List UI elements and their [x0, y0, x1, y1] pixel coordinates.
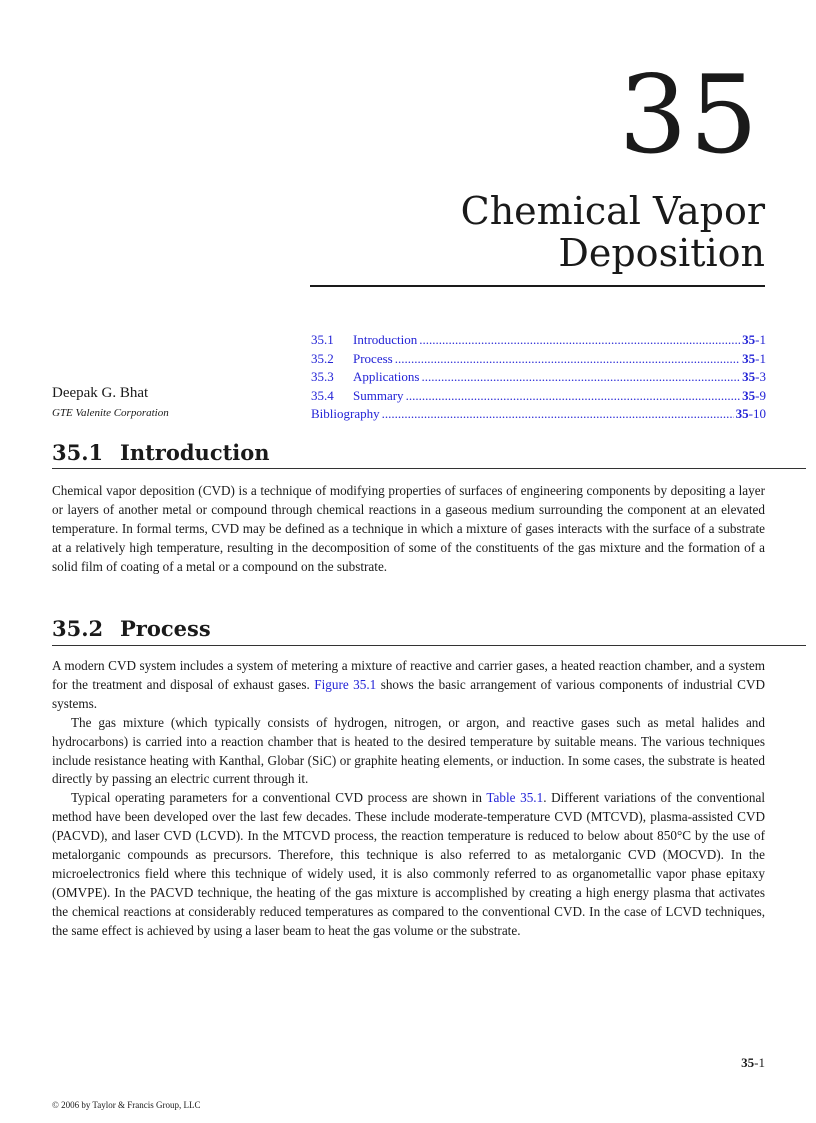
chapter-title	[461, 190, 765, 274]
paragraph: Chemical vapor deposition (CVD) is a technique of modifying properties of surfaces of engineering components by depositing a layer or layers of another metal or compound through chemical reactions in a gaseous medium surrounding the component at an elevated temperature. In formal terms, CVD may be defined as a technique in which a mixture of gases interacts with the surface of a substrate at a relatively high temperature, resulting in the decomposition of some of the constituents of the gas mixture and the formation of a solid film of coating of a metal or a compound on the substrate.	[52, 483, 765, 574]
paragraph: The gas mixture (which typically consists of hydrogen, nitrogen, or argon, and reactive gases such as metal halides and hydrocarbons) is carried into a reaction chamber that is heated to the desired temperature by suitable means. The various techniques include resistance heating with Kanthal, Globar (SiC) or graphite heating elements, or induction. In some cases, the substrate is heated directly by passing an electric current through it.	[52, 714, 765, 787]
section-rule	[52, 645, 806, 646]
toc-entry-process[interactable]	[311, 351, 766, 370]
toc-entry-title[interactable]: Introduction	[353, 332, 418, 347]
figure-link[interactable]: Figure 35.1	[314, 676, 377, 692]
author-affiliation: GTE Valenite Corporation	[52, 407, 169, 419]
table-link[interactable]: Table 35.1	[486, 790, 544, 806]
section-number: 35.2	[52, 616, 104, 641]
toc-entry-introduction[interactable]	[311, 332, 766, 351]
toc-entry-applications[interactable]	[311, 369, 766, 388]
chapter-title-line1: Chemical Vapor	[460, 189, 765, 233]
toc-entry-title[interactable]: Applications	[353, 369, 420, 384]
section-heading-introduction	[52, 440, 270, 465]
paragraph: A modern CVD system includes a system of metering a mixture of reactive and carrier gases, a heated reaction chamber, and a system for the treatment and disposal of exhaust gases. Figure 35.1 shows the basic arrangement of various components of industrial CVD systems.	[52, 658, 766, 711]
toc-entry-page[interactable]: 35-1	[742, 350, 766, 366]
process-body	[52, 657, 765, 941]
toc-leader-dots	[382, 406, 734, 422]
toc-leader-dots	[421, 369, 740, 385]
chapter-title-line2: Deposition	[558, 231, 765, 275]
toc-entry-page[interactable]: 35-1	[742, 332, 766, 347]
toc-entry-title[interactable]: Process	[353, 350, 393, 366]
toc-entry-number: 35.2	[311, 350, 334, 366]
title-rule	[310, 285, 765, 287]
toc-leader-dots	[419, 332, 740, 348]
toc-entry-title[interactable]: Bibliography	[311, 406, 380, 421]
toc-entry-title[interactable]: Summary	[353, 387, 404, 403]
toc-entry-page[interactable]: 35-10	[735, 406, 766, 421]
section-rule	[52, 468, 806, 469]
author-name: Deepak G. Bhat	[52, 385, 149, 401]
toc-entry-page[interactable]: 35-3	[742, 369, 766, 384]
chapter-number: 35	[618, 53, 760, 178]
paragraph: Typical operating parameters for a conventional CVD process are shown in Table 35.1. Different variations of the conventional method have been developed over the last few decades. These include moderate-temperature CVD (MTCVD), plasma-assisted CVD (PACVD), and laser CVD (LCVD). In the MTCVD process, the reaction temperature is reduced to below about 850°C by the use of metalorganic compounds as precursors. Therefore, this technique is also referred to as metalorganic CVD (MOCVD). In the microelectronics field where this technique of widely used, it is also commonly referred to as organometallic vapor phase epitaxy (OMVPE). In the PACVD technique, the heating of the gas mixture is accomplished by creating a high energy plasma that activates the chemical reactions at considerably reduced temperatures as compared to the conventional CVD. In the case of LCVD techniques, the same effect is achieved by using a laser beam to heat the gas volume or the substrate.	[52, 790, 765, 938]
toc-leader-dots	[395, 351, 740, 367]
toc-entry-bibliography[interactable]	[311, 406, 766, 425]
introduction-body	[52, 482, 765, 577]
toc-leader-dots	[406, 388, 741, 404]
toc-entry-number: 35.3	[311, 369, 334, 384]
section-title: Introduction	[120, 440, 270, 465]
toc-entry-number: 35.1	[311, 332, 334, 347]
toc-entry-summary[interactable]	[311, 388, 766, 407]
table-of-contents	[311, 332, 766, 425]
toc-entry-number: 35.4	[311, 387, 334, 403]
section-title: Process	[120, 616, 211, 641]
section-heading-process	[52, 616, 211, 641]
section-number: 35.1	[52, 440, 104, 465]
toc-entry-page[interactable]: 35-9	[742, 387, 766, 403]
copyright-notice: © 2006 by Taylor & Francis Group, LLC	[52, 1100, 201, 1110]
page-number: 35-1	[741, 1055, 765, 1070]
